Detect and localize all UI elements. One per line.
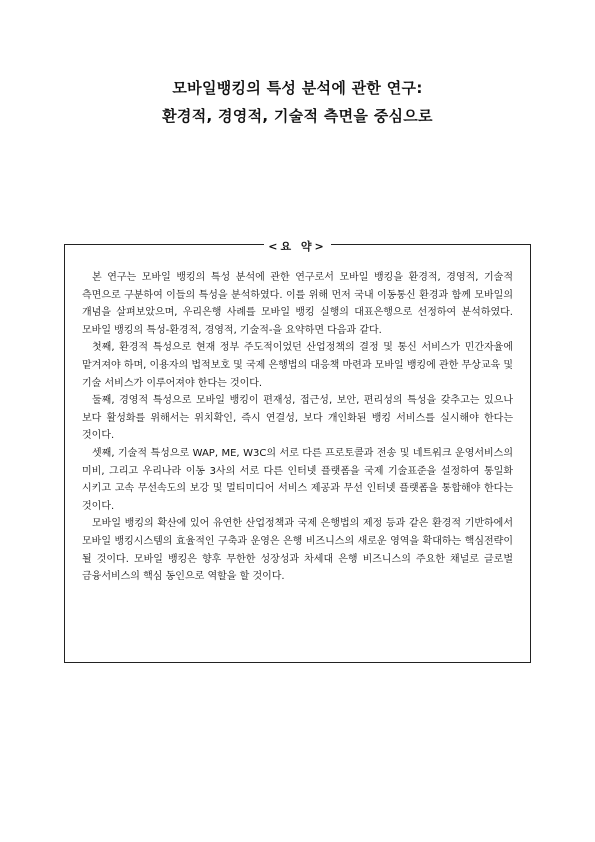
- abstract-paragraph-technical: 셋째, 기술적 특성으로 WAP, ME, W3C의 서로 다른 프로토콜과 전송 및 네트워크 운영서비스의 미비, 그리고 우리나라 이동 3사의 서로 다른 인터넷 플랫폼을 국제 기술표준을 설정하여 통일화 시키고 고속 무선속도의 보강 및 멀티미디어 서비스 제공과 무선 인터넷 플랫폼을 통합해야 한다는 것이다.: [82, 447, 513, 512]
- abstract-label: <요 약>: [264, 239, 331, 255]
- title-line-2: 환경적, 경영적, 기술적 측면을 중심으로: [162, 107, 433, 125]
- abstract-paragraph-environmental: 첫째, 환경적 특성으로 현재 정부 주도적이었던 산업정책의 결정 및 통신 서비스가 민간자율에 맡겨져야 하며, 이용자의 법적보호 및 국제 은행법의 대응책 마련과 모바일 뱅킹에 관한 무상교육 및 기술 서비스가 이루어져야 한다는 것이다.: [82, 342, 513, 389]
- abstract-paragraph-conclusion: 모바일 뱅킹의 확산에 있어 유연한 산업정책과 국제 은행법의 제정 등과 같은 환경적 기반하에서 모바일 뱅킹시스템의 효율적인 구축과 운영은 은행 비즈니스의 새로운 영역을 확대하는 핵심전략이 될 것이다. 모바일 뱅킹은 향후 무한한 성장성과 차세대 은행 비즈니스의 주요한 채널로 글로벌 금융서비스의 핵심 동인으로 역할을 할 것이다.: [82, 518, 513, 583]
- title-line-1: 모바일뱅킹의 특성 분석에 관한 연구:: [172, 79, 423, 97]
- abstract-paragraph-intro: 본 연구는 모바일 뱅킹의 특성 분석에 관한 연구로서 모바일 뱅킹을 환경적, 경영적, 기술적 측면으로 구분하여 이들의 특성을 분석하였다. 이를 위해 먼저 국내 이동통신 환경과 함께 모바일의 개념을 살펴보았으며, 우리은행 사례를 모바일 뱅킹 실행의 대표은행으로 선정하여 분석하였다. 모바일 뱅킹의 특성-환경적, 경영적, 기술적-을 요약하면 다음과 같다.: [82, 272, 513, 336]
- abstract-body: [82, 269, 513, 586]
- abstract-paragraph-managerial: 둘째, 경영적 특성으로 모바일 뱅킹이 편재성, 접근성, 보안, 편리성의 특성을 갖추고는 있으나 보다 활성화를 위해서는 위치확인, 즉시 연결성, 보다 개인화된 뱅킹 서비스를 실시해야 한다는 것이다.: [82, 395, 513, 442]
- paper-title: [0, 74, 595, 130]
